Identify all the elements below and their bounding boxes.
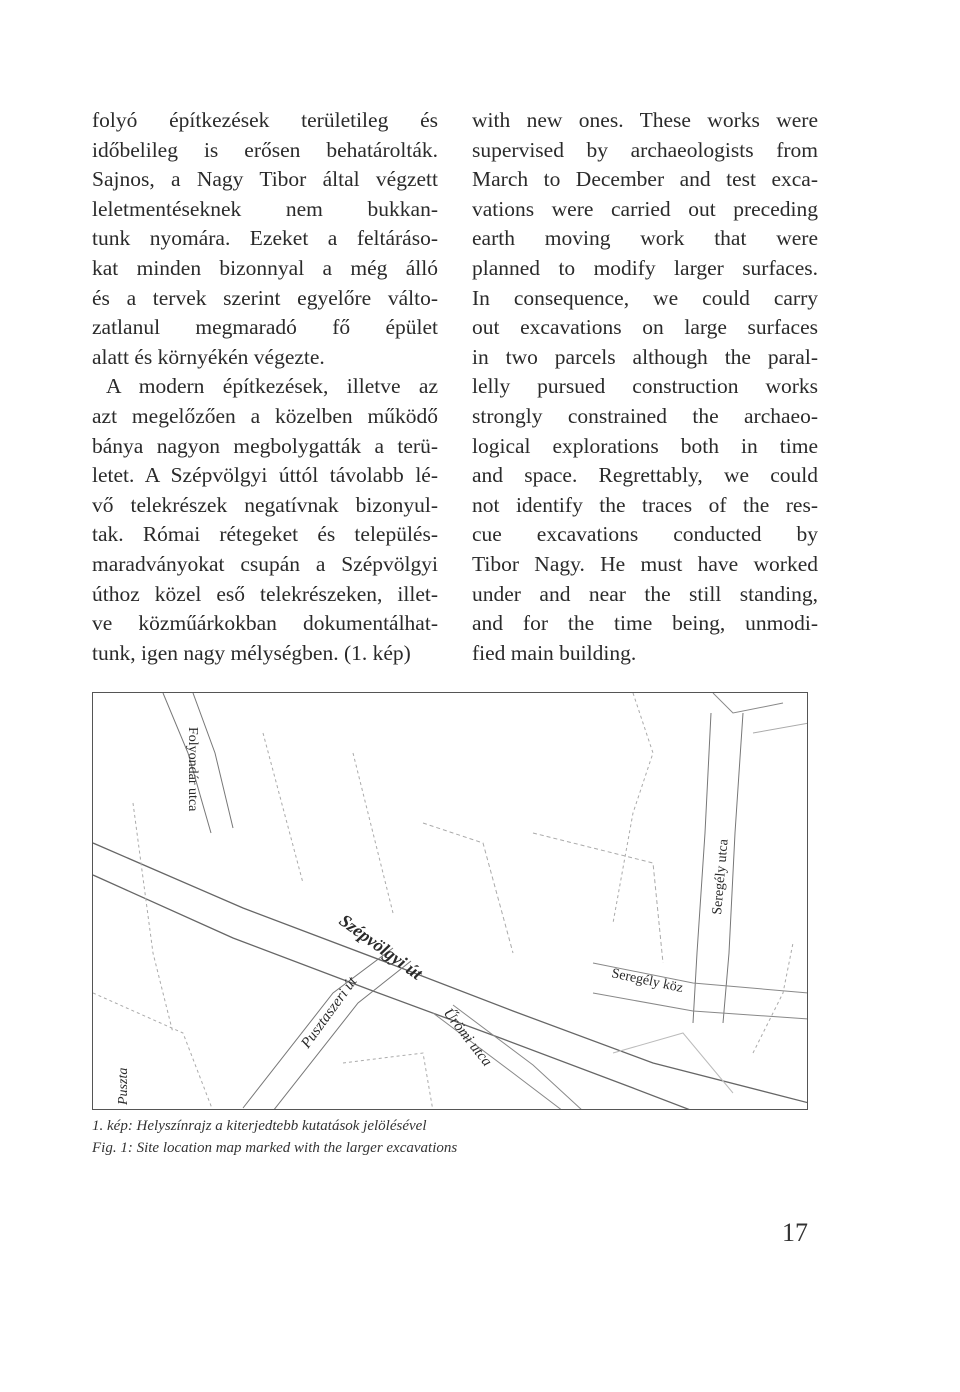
folyondar-utca-label: Folyondár utca bbox=[185, 727, 200, 812]
text-line: időbelileg is erősen behatárolták. bbox=[92, 137, 438, 162]
text-line: strongly constrained the archaeo- bbox=[472, 403, 818, 428]
text-line: vations were carried out preceding bbox=[472, 196, 818, 221]
seregely-koz-label: Seregély köz bbox=[610, 966, 685, 997]
site-location-map bbox=[92, 692, 808, 1110]
text-line: earth moving work that were bbox=[472, 226, 818, 251]
text-line: cue excavations conducted by bbox=[472, 522, 818, 547]
text-line: és a tervek szerint egyelőre válto- bbox=[92, 285, 438, 310]
text-line: tak. Római rétegeket és település- bbox=[92, 522, 438, 547]
hungarian-text-column bbox=[92, 106, 438, 668]
text-line: logical explorations both in time bbox=[472, 433, 818, 458]
text-line: Tibor Nagy. He must have worked bbox=[472, 551, 818, 576]
english-text-column bbox=[472, 106, 818, 668]
text-line: leletmentéseknek nem bukkan- bbox=[92, 196, 438, 221]
text-line: úthoz közel eső telekrészeken, illet- bbox=[92, 581, 438, 606]
puszta-label: Puszta bbox=[116, 1067, 131, 1105]
text-line: azt megelőzően a közelben működő bbox=[92, 403, 438, 428]
text-line: fied main building. bbox=[472, 640, 637, 665]
figure-caption-english: Fig. 1: Site location map marked with the larger excavations bbox=[92, 1140, 458, 1156]
uromi-utca-label: Űrömi utca bbox=[439, 1005, 495, 1070]
text-line: letet. A Szépvölgyi úttól távolabb lé- bbox=[92, 463, 438, 488]
text-line: under and near the still standing, bbox=[472, 581, 818, 606]
text-line: kat minden bizonnyal a még álló bbox=[92, 255, 438, 280]
text-line: maradványokat csupán a Szépvölgyi bbox=[92, 551, 438, 576]
pusztaszeri-ut-label: Pusztaszeri út bbox=[298, 974, 361, 1052]
text-line: with new ones. These works were bbox=[472, 108, 818, 132]
text-line: bánya nagyon megbolygatták a terü- bbox=[92, 433, 438, 458]
text-line: Sajnos, a Nagy Tibor által végzett bbox=[92, 167, 438, 192]
text-line: March to December and test exca- bbox=[472, 167, 818, 192]
text-line: zatlanul megmaradó fő épület bbox=[92, 315, 438, 340]
text-line: alatt és környékén végezte. bbox=[92, 344, 325, 369]
szepvolgyi-ut-label: Szépvölgyi út bbox=[335, 910, 427, 984]
text-line: vő telekrészek negatívnak bizonyul- bbox=[92, 492, 438, 517]
text-line: ve közműárkokban dokumentálhat- bbox=[92, 611, 438, 636]
text-line: tunk, igen nagy mélységben. (1. kép) bbox=[92, 640, 411, 665]
text-line: planned to modify larger surfaces. bbox=[472, 255, 818, 280]
text-line: tunk nyomára. Ezeket a feltáráso- bbox=[92, 226, 438, 251]
text-line: and for the time being, unmodi- bbox=[472, 611, 818, 636]
text-line: lelly pursued construction works bbox=[472, 374, 818, 399]
text-line: and space. Regrettably, we could bbox=[472, 463, 818, 488]
page-number: 17 bbox=[782, 1218, 808, 1247]
text-line: out excavations on large surfaces bbox=[472, 315, 818, 340]
text-line: A modern építkezések, illetve az bbox=[106, 374, 438, 399]
text-line: in two parcels although the paral- bbox=[472, 344, 818, 369]
figure-caption-hungarian: 1. kép: Helyszínrajz a kiterjedtebb kutatások jelölésével bbox=[92, 1118, 427, 1134]
text-line: folyó építkezések területileg és bbox=[92, 108, 438, 132]
text-line: In consequence, we could carry bbox=[472, 285, 818, 310]
seregely-utca-label: Seregély utca bbox=[710, 838, 732, 916]
text-line: not identify the traces of the res- bbox=[472, 492, 818, 517]
text-line: supervised by archaeologists from bbox=[472, 137, 818, 162]
